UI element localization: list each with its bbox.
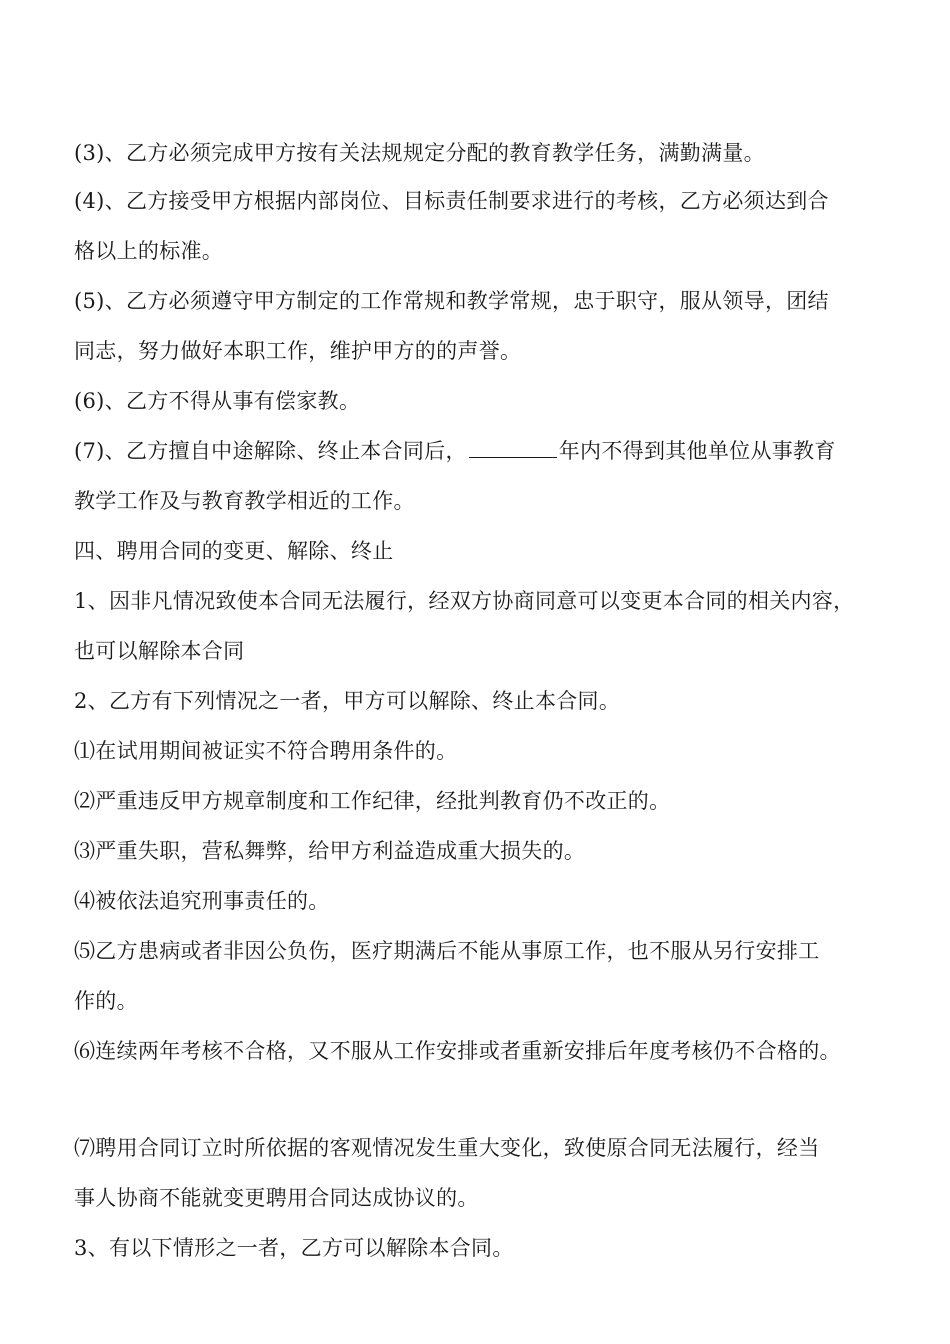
sub-item-5-line-1: ⑸乙方患病或者非因公负伤，医疗期满后不能从事原工作，也不服从另行安排工 [74,939,820,963]
clause-7-line-2: 教学工作及与教育教学相近的工作。 [74,489,415,513]
clause-6: (6)、乙方不得从事有偿家教。 [74,389,361,413]
clause-7-text-before-blank: (7)、乙方擅自中途解除、终止本合同后， [74,439,467,463]
sub-item-3: ⑶严重失职，营私舞弊，给甲方利益造成重大损失的。 [74,839,586,863]
item-1-line-2: 也可以解除本合同 [74,639,245,663]
item-1-line-1: 1、因非凡情况致使本合同无法履行，经双方协商同意可以变更本合同的相关内容， [74,589,855,613]
clause-4-line-1: (4)、乙方接受甲方根据内部岗位、目标责任制要求进行的考核，乙方必须达到合 [74,189,829,213]
sub-item-7-line-1: ⑺聘用合同订立时所依据的客观情况发生重大变化，致使原合同无法履行，经当 [74,1136,820,1160]
clause-5-line-2: 同志，努力做好本职工作，维护甲方的的声誉。 [74,339,522,363]
item-3: 3、有以下情形之一者，乙方可以解除本合同。 [74,1236,514,1260]
sub-item-7-line-2: 事人协商不能就变更聘用合同达成协议的。 [74,1186,479,1210]
item-2: 2、乙方有下列情况之一者，甲方可以解除、终止本合同。 [74,689,621,713]
sub-item-4: ⑷被依法追究刑事责任的。 [74,889,330,913]
sub-item-6: ⑹连续两年考核不合格，又不服从工作安排或者重新安排后年度考核仍不合格的。 [74,1039,841,1063]
sub-item-5-line-2: 作的。 [74,989,138,1013]
fill-in-blank [469,439,557,458]
clause-3: (3)、乙方必须完成甲方按有关法规规定分配的教育教学任务，满勤满量。 [74,141,765,165]
clause-4-line-2: 格以上的标准。 [74,239,224,263]
section-heading: 四、聘用合同的变更、解除、终止 [74,539,394,563]
sub-item-1: ⑴在试用期间被证实不符合聘用条件的。 [74,739,458,763]
clause-7-line-1 [74,438,894,464]
sub-item-2: ⑵严重违反甲方规章制度和工作纪律，经批判教育仍不改正的。 [74,789,671,813]
clause-7-text-after-blank: 年内不得到其他单位从事教育 [558,439,836,463]
clause-5-line-1: (5)、乙方必须遵守甲方制定的工作常规和教学常规，忠于职守，服从领导，团结 [74,289,829,313]
